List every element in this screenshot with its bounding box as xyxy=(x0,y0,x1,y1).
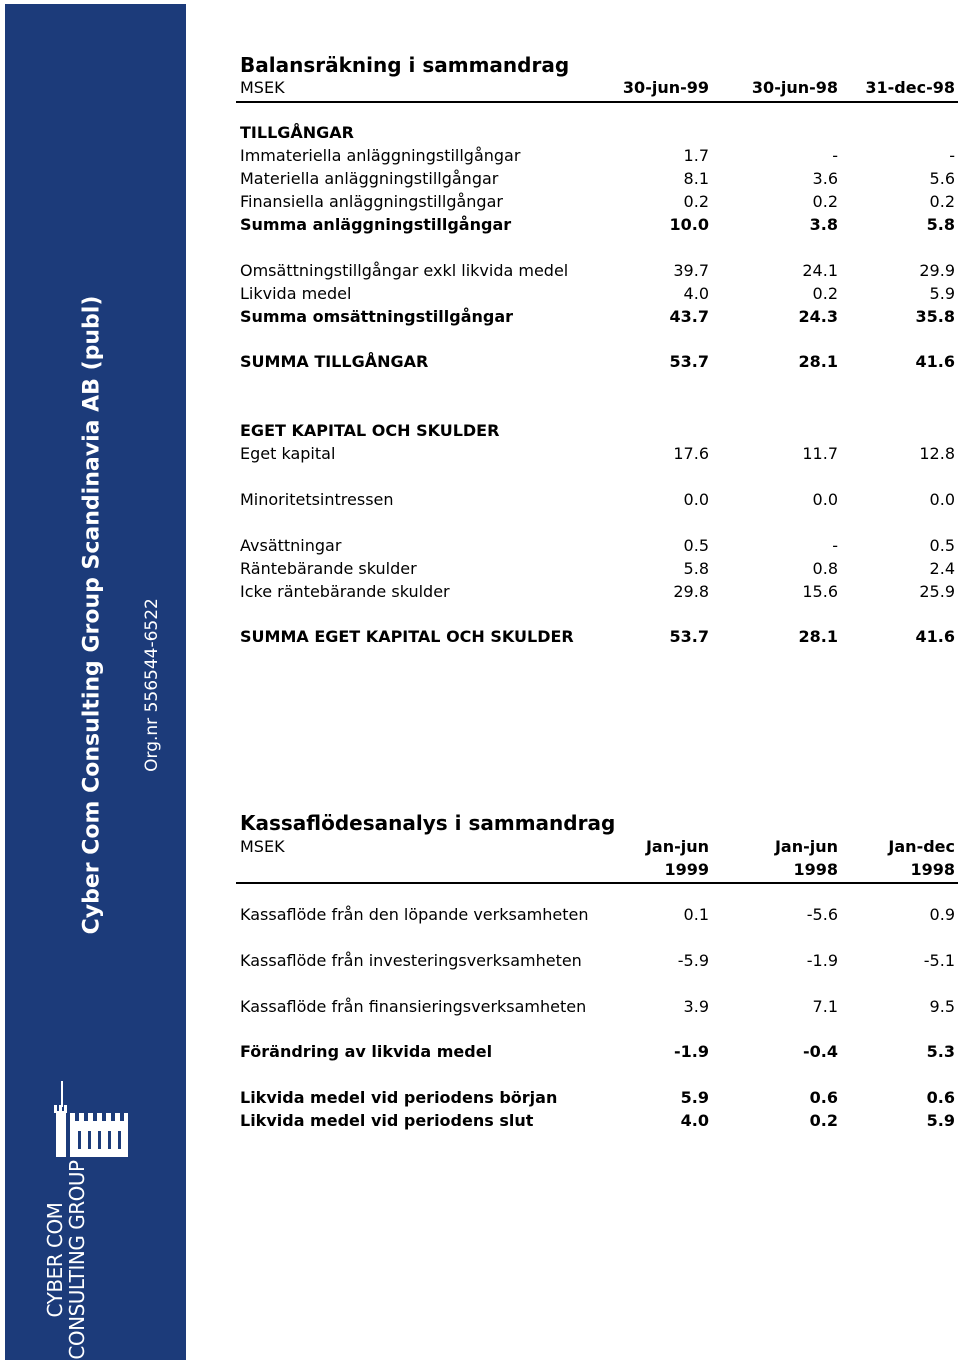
cashflow-row-value: -1.9 xyxy=(806,951,838,970)
balance-row-value: 11.7 xyxy=(802,444,838,463)
balance-row-value: 25.9 xyxy=(919,582,955,601)
balance-row-value: 53.7 xyxy=(669,352,709,371)
balance-row xyxy=(240,535,957,557)
cashflow-row-value: 3.9 xyxy=(683,997,709,1016)
balance-row-value: - xyxy=(832,146,838,165)
balance-title: Balansräkning i sammandrag xyxy=(240,53,570,77)
balance-row-value: 17.6 xyxy=(673,444,709,463)
balance-col-3: 31-dec-98 xyxy=(865,78,955,97)
balance-row-label: Materiella anläggningstillgångar xyxy=(240,169,499,188)
cashflow-col-3-year: 1998 xyxy=(910,860,955,879)
balance-row-value: 5.8 xyxy=(926,215,955,234)
balance-row-value: 8.1 xyxy=(683,169,709,188)
cashflow-header-row-1 xyxy=(240,836,957,858)
balance-row xyxy=(240,581,957,603)
cashflow-row xyxy=(240,1041,957,1063)
balance-row-value: 3.6 xyxy=(812,169,838,188)
balance-row-value: 24.1 xyxy=(802,261,838,280)
balance-row-value: 0.0 xyxy=(812,490,838,509)
balance-row xyxy=(240,443,957,465)
balance-row-value: 28.1 xyxy=(798,627,838,646)
balance-row xyxy=(240,558,957,580)
balance-row xyxy=(240,420,957,442)
balance-row-value: 43.7 xyxy=(669,307,709,326)
cashflow-row xyxy=(240,996,957,1018)
cashflow-row xyxy=(240,950,957,972)
balance-row-label: Minoritetsintressen xyxy=(240,490,394,509)
logo-line-2: CONSULTING GROUP xyxy=(65,1160,89,1360)
cashflow-row xyxy=(240,1087,957,1109)
balance-row xyxy=(240,214,957,236)
balance-row xyxy=(240,283,957,305)
cashflow-row xyxy=(240,904,957,926)
balance-row-value: 53.7 xyxy=(669,627,709,646)
balance-row-value: 5.8 xyxy=(683,559,709,578)
cashflow-row-value: 0.9 xyxy=(929,905,955,924)
balance-row-label: Immateriella anläggningstillgångar xyxy=(240,146,521,165)
balance-row-value: 0.5 xyxy=(929,536,955,555)
cashflow-row-value: -5.9 xyxy=(677,951,709,970)
cashflow-col-2-period: Jan-jun xyxy=(774,837,838,856)
balance-row-value: 39.7 xyxy=(673,261,709,280)
balance-row xyxy=(240,626,957,648)
balance-row-value: 3.8 xyxy=(809,215,838,234)
balance-row-value: 12.8 xyxy=(919,444,955,463)
castle-logo-icon xyxy=(42,1077,136,1167)
balance-header-row xyxy=(240,77,957,99)
balance-row-value: 2.4 xyxy=(929,559,955,578)
balance-row-value: 0.5 xyxy=(683,536,709,555)
balance-row-value: 41.6 xyxy=(915,352,955,371)
balance-row-value: 0.8 xyxy=(812,559,838,578)
balance-row-value: 0.2 xyxy=(812,192,838,211)
org-number: Org.nr 556544-6522 xyxy=(142,598,162,772)
balance-col-1: 30-jun-99 xyxy=(622,78,709,97)
balance-row-value: 29.8 xyxy=(673,582,709,601)
balance-row-value: 0.2 xyxy=(929,192,955,211)
cashflow-row-value: 0.6 xyxy=(926,1088,955,1107)
balance-row xyxy=(240,260,957,282)
cashflow-unit: MSEK xyxy=(240,837,285,856)
balance-row xyxy=(240,489,957,511)
cashflow-row-label: Kassaflöde från investeringsverksamheten xyxy=(240,951,582,970)
cashflow-col-1-year: 1999 xyxy=(664,860,709,879)
balance-row-value: 1.7 xyxy=(683,146,709,165)
balance-row-value: 0.2 xyxy=(812,284,838,303)
balance-row-label: SUMMA EGET KAPITAL OCH SKULDER xyxy=(240,627,574,646)
cashflow-row xyxy=(240,1110,957,1132)
balance-col-2: 30-jun-98 xyxy=(751,78,838,97)
balance-row-value: 5.6 xyxy=(929,169,955,188)
cashflow-row-label: Likvida medel vid periodens slut xyxy=(240,1111,534,1130)
balance-unit: MSEK xyxy=(240,78,285,97)
cashflow-row-value: 5.3 xyxy=(926,1042,955,1061)
balance-row-value: 24.3 xyxy=(798,307,838,326)
cashflow-row-value: -0.4 xyxy=(803,1042,838,1061)
cashflow-row-label: Kassaflöde från finansieringsverksamheten xyxy=(240,997,587,1016)
company-name: Cyber Com Consulting Group Scandinavia AB (publ) xyxy=(79,295,105,935)
balance-row-label: SUMMA TILLGÅNGAR xyxy=(240,352,429,371)
balance-row-value: 5.9 xyxy=(929,284,955,303)
balance-row-value: 0.2 xyxy=(683,192,709,211)
cashflow-row-label: Kassaflöde från den löpande verksamheten xyxy=(240,905,589,924)
cashflow-header-row-2 xyxy=(240,859,957,881)
cashflow-row-value: 7.1 xyxy=(812,997,838,1016)
cashflow-row-value: -1.9 xyxy=(674,1042,709,1061)
cashflow-row-value: 0.6 xyxy=(809,1088,838,1107)
balance-row-value: - xyxy=(949,146,955,165)
balance-row xyxy=(240,122,957,144)
balance-row-label: Avsättningar xyxy=(240,536,342,555)
cashflow-row-value: 4.0 xyxy=(680,1111,709,1130)
cashflow-col-3-period: Jan-dec xyxy=(888,837,955,856)
balance-header-rule xyxy=(236,101,958,103)
cashflow-row-label: Förändring av likvida medel xyxy=(240,1042,493,1061)
balance-row-label: Räntebärande skulder xyxy=(240,559,417,578)
balance-row-value: 0.0 xyxy=(929,490,955,509)
cashflow-row-value: 0.1 xyxy=(683,905,709,924)
cashflow-title: Kassaflödesanalys i sammandrag xyxy=(240,811,616,835)
cashflow-row-label: Likvida medel vid periodens början xyxy=(240,1088,558,1107)
balance-row-label: Summa anläggningstillgångar xyxy=(240,215,512,234)
cashflow-row-value: 5.9 xyxy=(926,1111,955,1130)
cashflow-row-value: 5.9 xyxy=(680,1088,709,1107)
logo-line-1: CYBER COM xyxy=(43,1202,67,1318)
balance-row-label: Likvida medel xyxy=(240,284,352,303)
balance-row-value: 4.0 xyxy=(683,284,709,303)
balance-row-value: 0.0 xyxy=(683,490,709,509)
balance-row-label: Omsättningstillgångar exkl likvida medel xyxy=(240,261,569,280)
balance-row xyxy=(240,145,957,167)
balance-row-label: EGET KAPITAL OCH SKULDER xyxy=(240,421,500,440)
logo-wordmark xyxy=(44,1160,88,1359)
balance-row xyxy=(240,306,957,328)
cashflow-col-1-period: Jan-jun xyxy=(645,837,709,856)
balance-row-label: Summa omsättningstillgångar xyxy=(240,307,514,326)
cashflow-row-value: -5.1 xyxy=(923,951,955,970)
cashflow-row-value: 9.5 xyxy=(929,997,955,1016)
balance-row-label: Eget kapital xyxy=(240,444,336,463)
balance-row-label: Icke räntebärande skulder xyxy=(240,582,450,601)
balance-row-value: 28.1 xyxy=(798,352,838,371)
balance-row-value: 41.6 xyxy=(915,627,955,646)
cashflow-col-2-year: 1998 xyxy=(793,860,838,879)
cashflow-row-value: -5.6 xyxy=(806,905,838,924)
cashflow-row-value: 0.2 xyxy=(809,1111,838,1130)
balance-row-value: 10.0 xyxy=(669,215,709,234)
balance-row-label: Finansiella anläggningstillgångar xyxy=(240,192,503,211)
balance-row-value: - xyxy=(832,536,838,555)
balance-row xyxy=(240,168,957,190)
balance-row xyxy=(240,191,957,213)
cashflow-header-rule xyxy=(236,882,958,884)
balance-row-value: 29.9 xyxy=(919,261,955,280)
balance-row-value: 15.6 xyxy=(802,582,838,601)
balance-row-label: TILLGÅNGAR xyxy=(240,123,354,142)
balance-row xyxy=(240,351,957,373)
balance-row-value: 35.8 xyxy=(915,307,955,326)
